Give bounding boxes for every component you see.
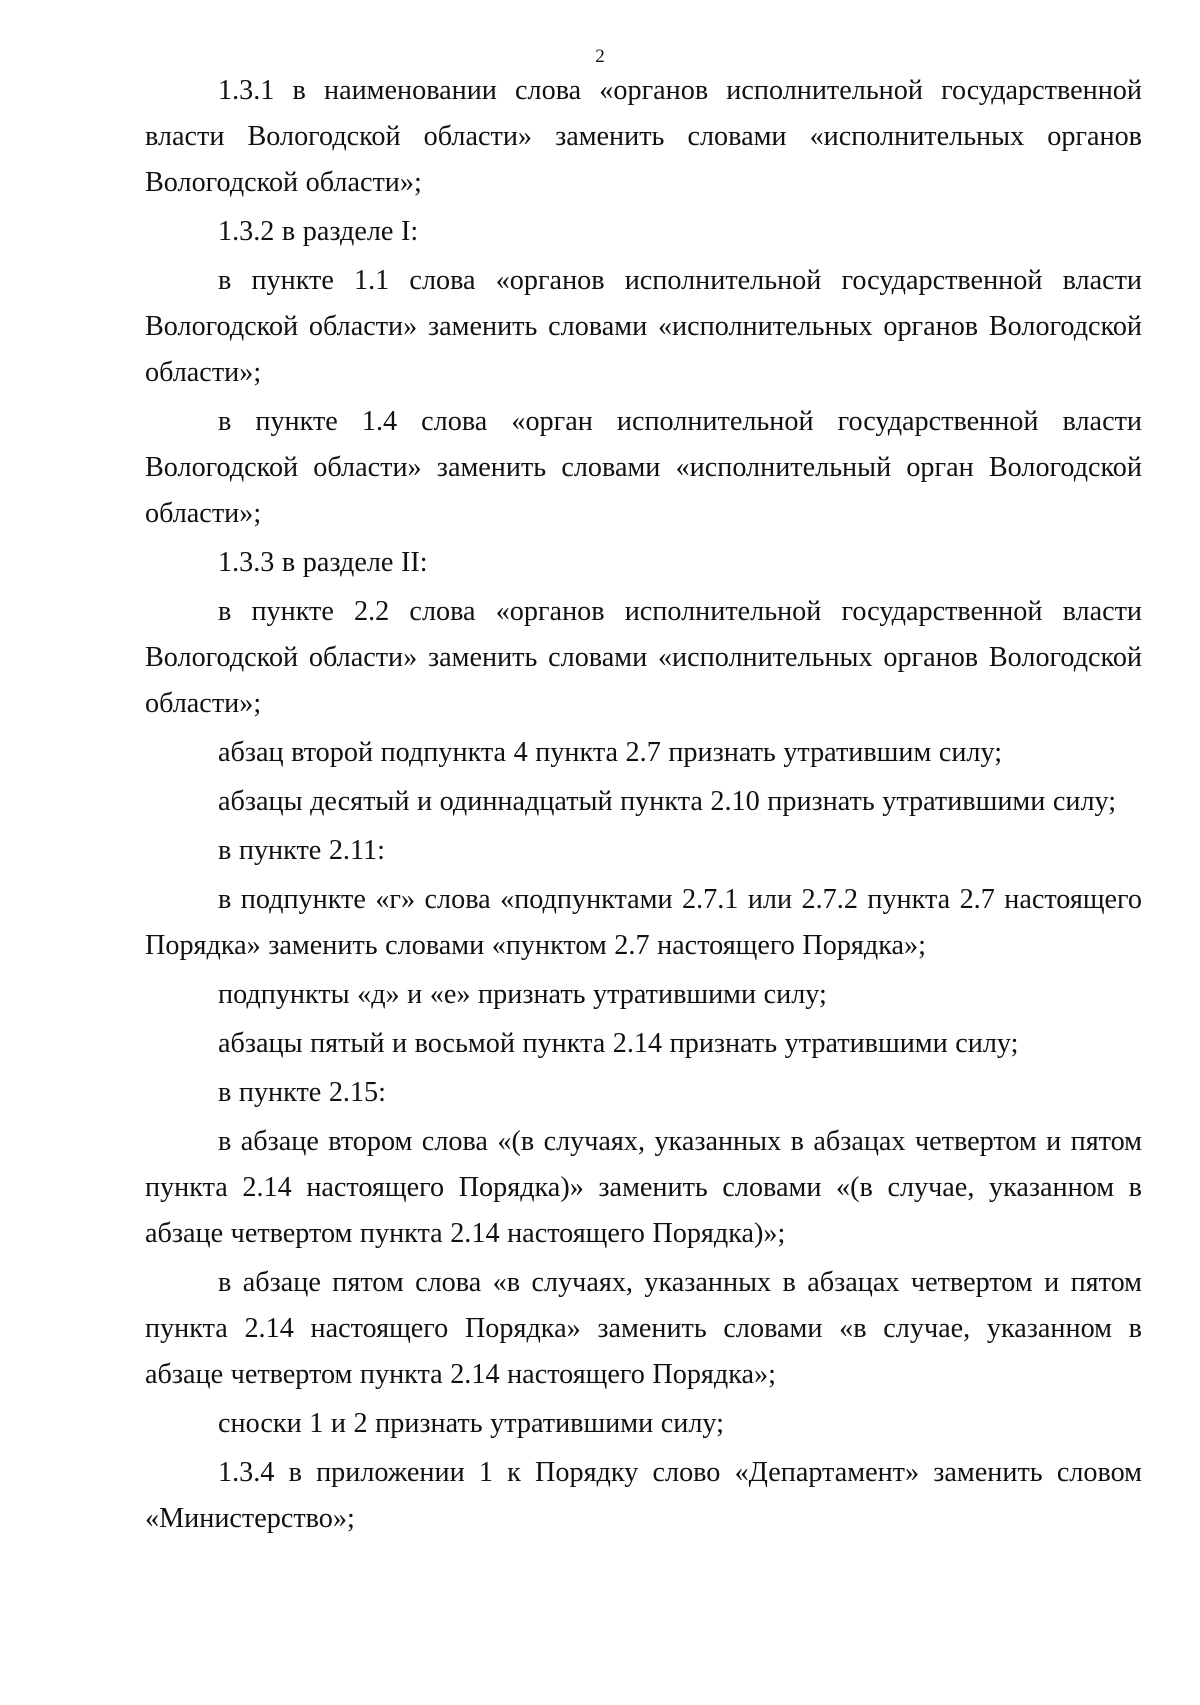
document-body: [145, 68, 1142, 1545]
paragraph-point-1-1: в пункте 1.1 слова «органов исполнительной государственной власти Вологодской области» заменить словами «исполнительных органов Вологодской области»;: [145, 265, 1142, 388]
paragraph-point-2-7: абзац второй подпункта 4 пункта 2.7 признать утратившим силу;: [218, 737, 1003, 768]
paragraph-point-2-11: в пункте 2.11:: [218, 835, 385, 866]
paragraph-second-abzac: в абзаце втором слова «(в случаях, указанных в абзацах четвертом и пятом пункта 2.14 настоящего Порядка)» заменить словами «(в случае, указанном в абзаце четвертом пункта 2.14 настоящего Порядка)»;: [145, 1126, 1142, 1249]
paragraph-point-2-14: абзацы пятый и восьмой пункта 2.14 признать утратившими силу;: [218, 1028, 1019, 1059]
paragraph-1-3-3: 1.3.3 в разделе II:: [218, 547, 428, 578]
page-number: 2: [595, 46, 605, 67]
paragraph-1-3-4: 1.3.4 в приложении 1 к Порядку слово «Департамент» заменить словом «Министерство»;: [145, 1457, 1142, 1534]
paragraph-subpoints-d-e: подпункты «д» и «е» признать утратившими силу;: [218, 979, 827, 1010]
paragraph-point-2-2: в пункте 2.2 слова «органов исполнительной государственной власти Вологодской области» заменить словами «исполнительных органов Вологодской области»;: [145, 596, 1142, 719]
paragraph-1-3-1: 1.3.1 в наименовании слова «органов исполнительной государственной власти Вологодской области» заменить словами «исполнительных органов Вологодской области»;: [145, 75, 1142, 198]
paragraph-point-2-10: абзацы десятый и одиннадцатый пункта 2.10 признать утратившими силу;: [218, 786, 1117, 817]
paragraph-point-2-15: в пункте 2.15:: [218, 1077, 386, 1108]
paragraph-point-1-4: в пункте 1.4 слова «орган исполнительной государственной власти Вологодской области» заменить словами «исполнительный орган Вологодской области»;: [145, 406, 1142, 529]
paragraph-footnotes: сноски 1 и 2 признать утратившими силу;: [218, 1408, 724, 1439]
paragraph-subpoint-g: в подпункте «г» слова «подпунктами 2.7.1 или 2.7.2 пункта 2.7 настоящего Порядка» заменить словами «пунктом 2.7 настоящего Порядка»;: [145, 884, 1142, 961]
paragraph-1-3-2: 1.3.2 в разделе I:: [218, 216, 419, 247]
paragraph-fifth-abzac: в абзаце пятом слова «в случаях, указанных в абзацах четвертом и пятом пункта 2.14 настоящего Порядка» заменить словами «в случае, указанном в абзаце четвертом пункта 2.14 настоящего Порядка»;: [145, 1267, 1142, 1390]
